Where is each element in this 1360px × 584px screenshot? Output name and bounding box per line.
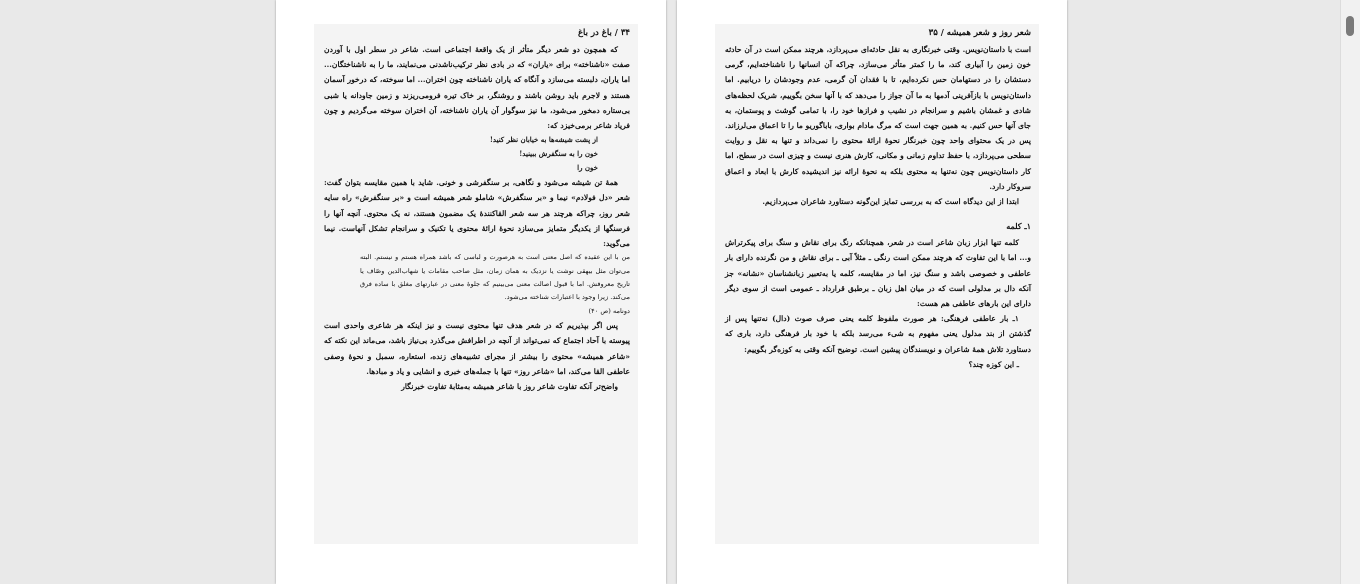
vertical-scrollbar[interactable] bbox=[1340, 0, 1360, 584]
paragraph: که همچون دو شعر دیگر متأثر از یک واقعهٔ اجتماعی است. شاعر در سطر اول با آوردن صفت «ناشناخته» برای «یاران» که در بادی نظر ترکیب‌ناشدنی می‌نمایند، ما را به ناشناختگان... اما یاران، دلبسته می‌سازد و آنگاه که یاران ناشناخته چون اختران... اما سوخته، که درخور آسمان هستند و لاجرم باید روشن باشند و روشنگر، بر خاک تیره فرومی‌ریزند و زمین جاودانه یا شبی بی‌ستاره دمخور می‌شود، ما نیز سوگوار آن یاران ناشناخته، آن اختران سوخته می‌گردیم و چون فریاد شاعر برمی‌خیزد که: bbox=[324, 45, 630, 131]
page-header: ۳۴ / باغ در باغ bbox=[577, 28, 630, 38]
scrollbar-thumb[interactable] bbox=[1346, 16, 1354, 36]
verse-line: از پشت شیشه‌ها به خیابان نظر کنید! bbox=[489, 135, 598, 145]
paragraph: کلمه تنها ابزار زبان شاعر است در شعر، همچنانکه رنگ برای نقاش و سنگ برای پیکرتراش و... اما با این تفاوت که هرچند ممکن است رنگی ـ مثلاً آبی ـ برای نقاش و من نگرنده دارای بار عاطفی و خصوصی باشد و سنگ نیز، اما در مقایسه، کلمه یا به‌تعبیر زبانشناسان «نشانه» جز آنکه دال بر مدلولی است که در میان اهل زبان ـ برطبق قرارداد ـ عمومی است از سوی دیگر دارای این بارهای عاطفی هم هست: bbox=[725, 238, 1031, 309]
paragraph: همهٔ تن شیشه می‌شود و نگاهی، بر سنگفرشی و خونی. شاید با همین مقایسه بتوان گفت: شعر «دل فولادم» نیما و «بر سنگفرش» شاملو شعر همیشه است و «بر سنگفرش» راه سایه شعر روز، چراکه هرچند هر سه شعر القاکنندهٔ یک مضمون هستند، نه یک محتوی. آنچه آنها را فرسنگها از یکدیگر متمایز می‌سازد نحوهٔ ارائهٔ محتوی یا تکنیک و سرانجام تشکل آنهاست. نیما می‌گوید: bbox=[324, 178, 630, 249]
verse-line: خون را bbox=[577, 163, 598, 173]
page-header: شعر روز و شعر همیشه / ۳۵ bbox=[928, 28, 1031, 38]
paragraph: واضح‌تر آنکه تفاوت شاعر روز با شاعر همیشه به‌مثابهٔ تفاوت خبرنگار bbox=[401, 382, 618, 392]
paragraph: است با داستان‌نویس. وقتی خبرنگاری به نقل حادثه‌ای می‌پردازد، هرچند ممکن است در آن حادثه خون زمین را آبیاری کند، ما را کمتر متأثر می‌سازد، چراکه آن انسانها را ناشناخته‌ایم، گرمی دستشان را در دستهامان حس نکرده‌ایم، تا با فقدان آن گرمی، عدم وجودشان را دریابیم. اما داستان‌نویس با بازآفرینی آدمها به ما آن جواز را می‌دهد که با آنها سخن بگوییم، شریک لحظه‌های شادی و غمشان باشیم و سرانجام در نشیب و فرازها خود را، با تمامی گوشت و پوستمان، به جای آنها حس کنیم. به همین جهت است که مرگ مادام بواری، باباگوریو ما را تا اعماق می‌لرزاند. پس در یک محتوای واحد چون خبرنگار نحوهٔ ارائهٔ محتوی را نمی‌داند و تنها به نقل و روایت سطحی می‌پردازد، با حفظ تداوم زمانی و مکانی، کارش هنری نیست و چیزی است در سطح، اما کار داستان‌نویس چون نه‌تنها به محتوی بلکه به نحوهٔ ارائه نیز اندیشیده کارش با ابعاد و اعماق سروکار دارد. bbox=[725, 45, 1031, 191]
paragraph: ـ این کوزه چند؟ bbox=[968, 359, 1019, 369]
quote-source: دونامه (ص ۴۰) bbox=[588, 306, 630, 315]
poem-verse bbox=[324, 133, 598, 175]
paragraph: ابتدا از این دیدگاه است که به بررسی تمایز این‌گونه دستاورد شاعران می‌پردازیم. bbox=[762, 197, 1019, 207]
verse-line: خون را به سنگفرش ببینید! bbox=[519, 149, 598, 159]
page-35 bbox=[677, 0, 1067, 584]
paragraph: پس اگر بپذیریم که در شعر هدف تنها محتوی نیست و نیز اینکه هر شاعری واحدی است پیوسته با آحاد اجتماع که نمی‌تواند از آنچه در اطرافش می‌گذرد بی‌نیاز باشد، می‌ماند این نکته که «شاعر همیشه» محتوی را بیشتر از مجرای تشبیه‌های زنده، استعاره، سمبل و نحوهٔ وصفی عاطفی القا می‌کند، اما «شاعر روز» تنها با جمله‌های خبری و انشایی و یاد و مبادها. bbox=[324, 321, 630, 376]
block-quote: من با این عقیده که اصل معنی است به هرصورت و لباسی که باشد همراه هستم و نیستم. البته می‌توان مثل بیهقی نوشت یا نزدیک به همان زمان، مثل صاحب مقامات یا شهاب‌الدین وصّاف یا تاریخ معروفش. اما با قبول اصالت معنی می‌بینیم که جلوهٔ معنی در عبارتهای مغلق با ساده فرق می‌کند. زیرا وجود با اعتبارات شناخته می‌شود. bbox=[360, 253, 630, 302]
page-scan bbox=[314, 24, 638, 544]
page-scan bbox=[715, 24, 1039, 544]
page-34 bbox=[276, 0, 666, 584]
section-heading: ۱ـ کلمه bbox=[1006, 221, 1031, 232]
paragraph: ۱ـ بار عاطفی فرهنگی: هر صورت ملفوظ کلمه یعنی صرف صوت (دال) نه‌تنها پس از گذشتن از بند مدلول یعنی مفهوم به شیء می‌رسد بلکه با خود بار فرهنگی دارد، باری که دستاورد تلاش همهٔ شاعران و نویسندگان پیشین است. توضیح آنکه وقتی به کوزه‌گر بگوییم: bbox=[725, 314, 1031, 354]
